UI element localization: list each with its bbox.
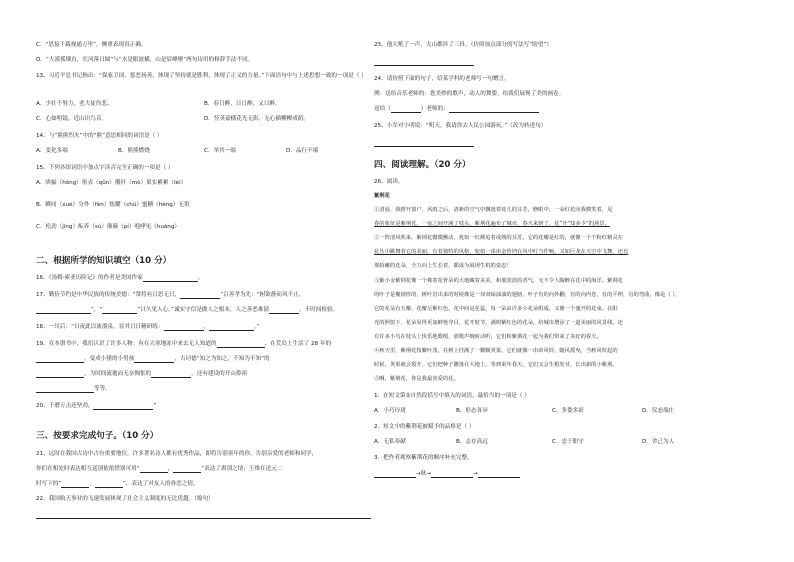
q16-blank[interactable] bbox=[143, 275, 198, 282]
q22: 22、我国航天事业的飞速发展体现了社会主义制度的无比优越。（缩句） bbox=[36, 496, 214, 502]
q13-option-c: C．心如明镜，近山识鸟音。 bbox=[36, 116, 108, 122]
q19-blank-1[interactable] bbox=[217, 341, 265, 348]
q19-line-1: 19、在本册书中，我们认识了许多人物：有在天寒地冻中来去无人知道的 ，在荒岛上生活了 28 年的 bbox=[36, 341, 332, 347]
reading-q3-blank-3[interactable] bbox=[478, 471, 520, 478]
q21-blank-4[interactable] bbox=[95, 481, 123, 488]
reading-q2-option-c: C．忠于职守 bbox=[552, 439, 584, 445]
passage-line-8: 它的花朵有五瓣，花瓣呈紫红色，花中间是花蕊，每一朵由许多小花朵组成，又像一个盛开的花束。在阳 bbox=[374, 306, 618, 312]
q19-blank-5[interactable] bbox=[151, 371, 191, 378]
q18: 18、一川后：“日夜此以流淌泉，显其日日精研练： ， 。” bbox=[36, 324, 260, 330]
q19-blank-4[interactable] bbox=[36, 371, 84, 378]
q12-option-d: D．“大漠孤烟直，长河落日圆”与“水是眼波横，山是眉峰聚”两句诗用的修辞手法不同。 bbox=[36, 57, 254, 63]
q14-option-a: A．变化多端 bbox=[36, 148, 68, 154]
q14-option-c: C．举其一端 bbox=[204, 148, 236, 154]
q21-line-2: 你们在相处时表达相互送别依依惜别可用“ ， ”表达了离别之情；王维在送元二 bbox=[36, 466, 283, 472]
q20-blank[interactable] bbox=[93, 403, 153, 410]
q19-blank-6[interactable] bbox=[36, 386, 94, 393]
q26: 26、阅读。 bbox=[374, 179, 404, 185]
passage-line-4: 花丛中跳舞着它的美丽，有着独特的风格，宛如一串串金铃铛在风中叮当作响，又如巨龙在天空中飞舞，还有 bbox=[374, 249, 629, 255]
q17-blank-1[interactable] bbox=[180, 292, 220, 299]
q24-blank-subject[interactable] bbox=[391, 106, 421, 113]
q14-stem: 14、与“熊熊烈火”中的“熊”意思相同的词语是（ ） bbox=[36, 133, 163, 139]
q17-line-1: 17、勤俭节约是中华民族的传统美德：“常将有日思无日， ”百善孝为先：“树欲静而风不止， bbox=[36, 292, 305, 298]
q21-blank-3[interactable] bbox=[61, 481, 89, 488]
section-2-title: 二、根据所学的知识填空（10 分） bbox=[36, 256, 172, 266]
q25-answer bbox=[374, 140, 474, 147]
reading-q1-option-d: D．仪态端庄 bbox=[642, 408, 675, 414]
q22-answer-blank[interactable] bbox=[36, 512, 371, 519]
passage-line-3: ②一阵清风吹来，紫荆花微微颤动，犹如一红颜追着成熟的芬芳。它的花瓣是红的，就像一个个粉红精灵在 bbox=[374, 235, 623, 241]
q14-option-b: B．熊熊燃烧 bbox=[118, 148, 150, 154]
passage-line-10: 有许多小鸟在枝头上快乐地歌唱，那歌声婉转动听，它们和紫荆花一起为我们带来了美好的春天。 bbox=[374, 334, 602, 340]
q19-line-2: ，变成小猪的小男孩 ，吉诃德“知之为知之，不知为不知”的 bbox=[36, 356, 270, 363]
q15-option-a: A．哄骗（hǒng）怄表（qǔn）攥扞（mò）果实累累（léi） bbox=[36, 180, 187, 186]
q19-line-3: ，为时间流逝而无奈惆怅的 ，还有建设的开山鼻祖 bbox=[36, 371, 247, 378]
q17-blank-3[interactable] bbox=[102, 307, 137, 314]
passage-line-1: ①清晨，我推开窗户，风雨之后，清新的空气中飘逸着花儿的芬芳，睁眼中，一朵红花向我微笑着，见 bbox=[374, 207, 613, 213]
section-3-title: 三、按要求完成句子。（10 分） bbox=[36, 431, 159, 441]
q22-answer bbox=[36, 512, 371, 519]
q15-option-b: B．瞬间（xué）分外（fèn）炫耀（chū）蜜糖（hèng）无垠 bbox=[36, 202, 190, 208]
reading-q2-option-a: A．无私奉献 bbox=[374, 439, 406, 445]
q15-option-c: C．松劲（jìng）酝养（sù）颠簸（pí）咆哮见（huáng） bbox=[36, 224, 180, 230]
passage-line-13: ⑤啊，紫荆花，你是我最喜爱的花。 bbox=[374, 376, 459, 382]
reading-q1-option-a: A．小巧玲珑 bbox=[374, 408, 406, 414]
passage-line-6: ③紫小金紫荆花像一个株着花骨朵的大地藏着美美，和那淡淡的香气，无不令人陶醉在花中的海洋。紫荆花 bbox=[374, 278, 623, 284]
reading-q2-option-b: B．志存高远 bbox=[456, 439, 488, 445]
q24-blank-message[interactable] bbox=[449, 106, 539, 113]
q13-stem: 13、习近平总书记指出：“保家卫国、惩恶扬善，体现了坚持就是胜利，体现了正义的力量。”下面语句中与上述思想一致的一项是（ ） bbox=[36, 73, 367, 79]
reading-q2-stem: 2．短文中的紫荆花被赋予的品格是（ ） bbox=[374, 424, 475, 430]
q18-blank-2[interactable] bbox=[209, 324, 254, 331]
q14-option-d: D．品行不端 bbox=[286, 148, 319, 154]
q13-option-d: D．竖英豪横花光无影，无心插柳柳成荫。 bbox=[204, 116, 309, 122]
q21-blank-2[interactable] bbox=[173, 466, 201, 473]
q19-line-4: 等等。 bbox=[36, 386, 111, 393]
reading-q3-answer: →秋→ → bbox=[374, 471, 520, 478]
q19-blank-2[interactable] bbox=[36, 356, 84, 363]
q17-line-2: ”，“ ”日久见人心。”诚实守信是做人之根本，人之善恶难猜 ，不时间检验。 bbox=[36, 307, 338, 314]
q17-blank-4[interactable] bbox=[269, 307, 299, 314]
passage-title: 紫荆花 bbox=[374, 193, 390, 199]
reading-q2-option-d: D．舍己为人 bbox=[642, 439, 675, 445]
q12-option-c: C．“思接千载视通万里”，侧重表现真正确。 bbox=[36, 42, 147, 48]
q23-answer bbox=[374, 59, 474, 66]
q23-answer-blank[interactable] bbox=[374, 59, 474, 66]
reading-q3-stem: 3．把作者观察紫荆花的顺序补充完整。 bbox=[374, 455, 473, 461]
q16: 16、《汤姆·索亚历险记》的作者是美国作家 。 bbox=[36, 275, 204, 281]
passage-line-9: 光的照射下，花朵显得更加鲜艳夺目，花开时节，满树紫红色的花朵，给城市增添了一道美丽的风景线，还 bbox=[374, 320, 623, 326]
q21-line-3: 时写下的“ ， ”，表达了对友人的眷恋之情。 bbox=[36, 481, 199, 487]
passage-line-5: 那娇嫩的花朵，全力向上生长着，都成为展现生机的姿态！ bbox=[374, 263, 512, 269]
q24-stem: 24、请仿照下面的句子，给某学科的老师写一句赠言。 bbox=[374, 76, 510, 82]
q17-blank-2[interactable] bbox=[36, 307, 91, 314]
reading-q1-option-c: C．多姿多彩 bbox=[552, 408, 584, 414]
q13-option-a: A．少壮不努力，老大徒伤悲。 bbox=[36, 101, 113, 107]
reading-q1-stem: 1．在短文第②自然段括号中填入的词语，最恰当的一项是（ ） bbox=[374, 393, 530, 399]
q25-answer-blank[interactable] bbox=[374, 140, 474, 147]
q19-blank-3[interactable] bbox=[134, 356, 174, 363]
passage-line-12: 时候，荚果就会裂开，它们把种子撒落在大地上，等到来年春天，它们又会生根发芽，长出新的小紫荆。 bbox=[374, 362, 618, 368]
passage-line-2: 春的象征是紫荆花，一夜之间开满了枝头，紫荆花遍布了城市，春天来到了，花“开”知多少”的场景。 bbox=[374, 221, 610, 227]
passage-line-11: ④秋天里，紫荆花枝繁叶茂，在树上挂满了一颗颗荚果，它们就像一串串风铃，随风摇曳，当秋风吹起的 bbox=[374, 348, 618, 354]
q23: 23、他大吼了一声，大山都抖了三抖。（仿照加点部分的写法写“盼望”） bbox=[374, 42, 552, 48]
q24-example: 例：送给音乐老师的：您美妙的歌声，动人的舞姿，给我们展现了美的画卷。 bbox=[374, 91, 565, 97]
q21-blank-1[interactable] bbox=[140, 466, 168, 473]
reading-q1-option-b: B．形态各异 bbox=[456, 408, 488, 414]
passage-line-7: 的叶子是椭圆形的，树叶冒出来的时候像是一双双绿油油的翅膀，叶子有的向外翻，有的向内卷，有的平伸，有的弯曲，像是（ ）， bbox=[374, 292, 681, 298]
q25: 25、小军对小明说：“明天，我请你去人民公园游玩。”（改为转述句） bbox=[374, 123, 547, 129]
q24-fill: 送给（ ）老师的： bbox=[374, 106, 539, 113]
q15-stem: 15、下列各组词语中加点字读音完全正确的一项是（ ） bbox=[36, 165, 174, 171]
q20: 20、千磨万击还坚劲， ” bbox=[36, 403, 157, 409]
reading-q3-blank-1[interactable] bbox=[374, 471, 416, 478]
section-4-title: 四、阅读理解。（20 分） bbox=[374, 160, 471, 170]
reading-q3-blank-2[interactable] bbox=[431, 471, 473, 478]
q13-option-b: B．春日醉，日日醉，又日醉。 bbox=[204, 101, 281, 107]
q18-blank-1[interactable] bbox=[164, 324, 204, 331]
q21-line-1: 21、远时在我国古诗中占有重要地位，许多著名诗人都有优秀作品，即将告别童年的你，告别亲爱的老师和同学， bbox=[36, 451, 318, 457]
